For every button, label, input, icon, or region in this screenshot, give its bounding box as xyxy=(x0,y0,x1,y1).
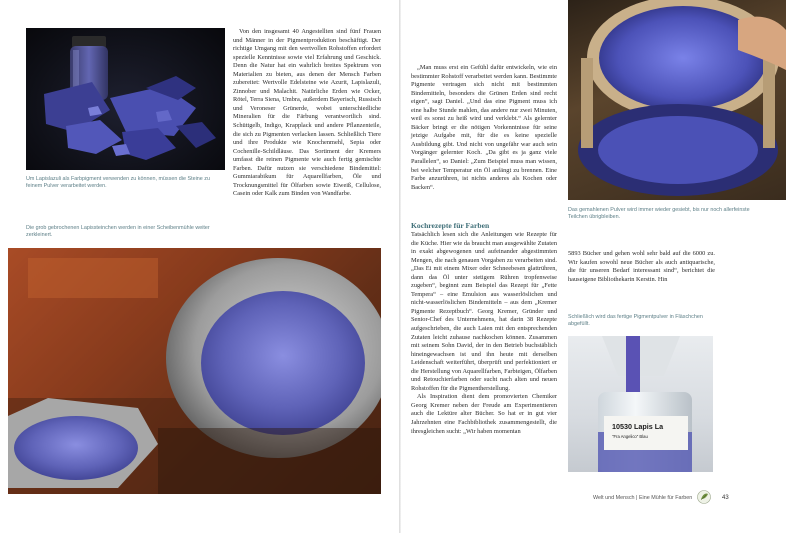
right-column-1-top xyxy=(411,64,557,192)
lapis-stones-photo xyxy=(26,28,225,170)
jar-label-number: 10530 Lapis La xyxy=(612,422,664,431)
grinding-bowl-photo xyxy=(8,248,381,494)
right-column-2 xyxy=(568,250,715,284)
page-spine xyxy=(399,0,401,533)
caption-jar: Schließlich wird das fertige Pigmentpulver in Fläschchen abgefüllt. xyxy=(568,314,703,327)
library-paragraph: 5893 Bücher und gehen wohl sehr bald auf die 6000 zu. Wir kaufen sowohl neue Bücher als auch antiquarische, die für unseren Bedarf interessant sind“, berichtet die hauseigene Bibliothekarin Kerstin. Hin xyxy=(568,250,715,283)
section-heading: Kochrezepte für Farben xyxy=(411,221,490,230)
page-number: 43 xyxy=(722,495,729,501)
caption-grind: Die grob gebrochenen Lapissteinchen werden in einer Scheibenmühle weiter zerkleinert. xyxy=(26,225,210,238)
footer-title: Welt und Mensch | Eine Mühle für Farben xyxy=(593,495,693,501)
pigment-jar-photo xyxy=(568,336,713,472)
recipe-paragraph: Tatsächlich lesen sich die Anleitungen wie Rezepte für die Küche. Hier wie da braucht man ausgewählte Zutaten in exakt abgewogenen und aufeinander abgestimmten Mengen, die nach genauen Vorgaben zu verarbeiten sind. „Das Ei mit einem Mixer oder Schneebesen glattrühren, dann das Öl unter stetigem Rühren tropfenweise zugeben“, beginnt zum Beispiel das Rezept für „Fette Tempera“ – eine Emulsion aus wasserlöslichen und nicht-wasserlöslichen Bindemitteln – aus dem „Kremer Pigmente Rezeptbuch“. Georg Kremer, Gründer und Senior-Chef des Unternehmens, hat darin 38 Rezepte aufgeschrieben, die auch Laien mit den entsprechenden Zutaten leicht zuhause nachkochen können. Zusammen mit seinem Sohn David, der in den Betrieb buchstäblich hineingewachsen ist und ihn heute mit derselben Leidenschaft weiterführt, überprüft und perfektioniert er die Herstellung von Aquarellfarben, Farbteigen, Ölfarben und Retouchierfarben oder sucht nach alten und neuen Rohstoffen für die Pigmentherstellung. xyxy=(411,231,557,392)
caption-lapis: Um Lapislazuli als Farbpigment verwenden zu können, müssen die Steine zu feinem Pulver verarbeitet werden. xyxy=(26,176,210,189)
inspiration-paragraph: Als Inspiration dient dem promovierten Chemiker Georg Kremer neben der Freude am Experimentieren auch die Lektüre alter Bücher. So hat er in gut vier Jahrzehnten eine Fachbibliothek zusammengestellt, die ihresgleichen sucht: „Wir haben momentan xyxy=(411,393,557,435)
sieve-photo xyxy=(568,0,786,200)
left-text-column xyxy=(233,28,381,248)
leaf-logo-icon xyxy=(697,490,711,504)
quote-paragraph: „Man muss erst ein Gefühl dafür entwickeln, wie ein bestimmter Rohstoff verarbeitet werden kann. Bestimmte Pigmente vertragen sich nicht mit bestimmten Bindemitteln, besonders die Grünen Erden sind recht eigen“, sagt Daniel. „Und das eine Pigment muss ich eine halbe Stunde mahlen, das andere nur zwei Minuten, weil es sonst zu heiß wird und verklebt.“ Als gelernter Bäcker bringt er die nötigen Vorkenntnisse für seine jetzige Aufgabe mit, für die es keine spezielle Ausbildung gibt. Und nicht von ungefähr war auch sein Vorgänger gelernter Koch. „Da gibt es ja ganz viele Parallelen“, so Daniel: „Zum Beispiel muss man wissen, bei welcher Temperatur ein Öl anfängt zu brennen. Eine Farbe anzurühren, ist nichts anderes als Kochen oder Backen“. xyxy=(411,64,557,191)
right-column-1-bottom xyxy=(411,231,557,436)
jar-label-sub: "Fra Angelico" Blau xyxy=(612,434,648,439)
left-paragraph: Von den insgesamt 40 Angestellten sind fünf Frauen und Männer in der Pigmentproduktion beschäftigt. Der richtige Umgang mit den wertvollen Rohstoffen erfordert spezielle Kenntnisse sowie viel Erfahrung und Geschick. Denn die Natur hat ein wahrlich breites Spektrum von Materialien zu bieten, aus denen der Mensch Farben zubereitet: Wertvolle Edelsteine wie Azurit, Lapislazuli, Zinnober und Malachit. Natürliche Erden wie Ocker, Rötel, Terra Siena, Umbra, außerdem Bayerisch, Russisch und Veroneser Grünerde, wobei unterschiedliche Mineralien für die Färbung verantwortlich sind. Schüttgelb, Indigo, Krapplack und andere Pflanzenteile, die sich zu Pigmenten verlacken lassen. Schließlich Tiere und ihre Produkte wie Knochenmehl, Sepia oder Cochenille-Schildläuse. Das Sortiment der Kremers umfasst die reinen Pigmente wie auch fertig gemischte Farben. Dafür nutzen sie verschiedene Bindemittel: Gummiarabikum für Aquarellfarben, Öle und Trocknungsmittel für Ölfarben sowie Eiweiß, Cellulose, Casein oder Kalk zum Binden von Wandfarbe. xyxy=(233,28,381,198)
caption-sieve: Das gemahlenen Pulver wird immer wieder gesiebt, bis nur noch allerfeinste Teilchen übrigbleiben. xyxy=(568,207,750,220)
